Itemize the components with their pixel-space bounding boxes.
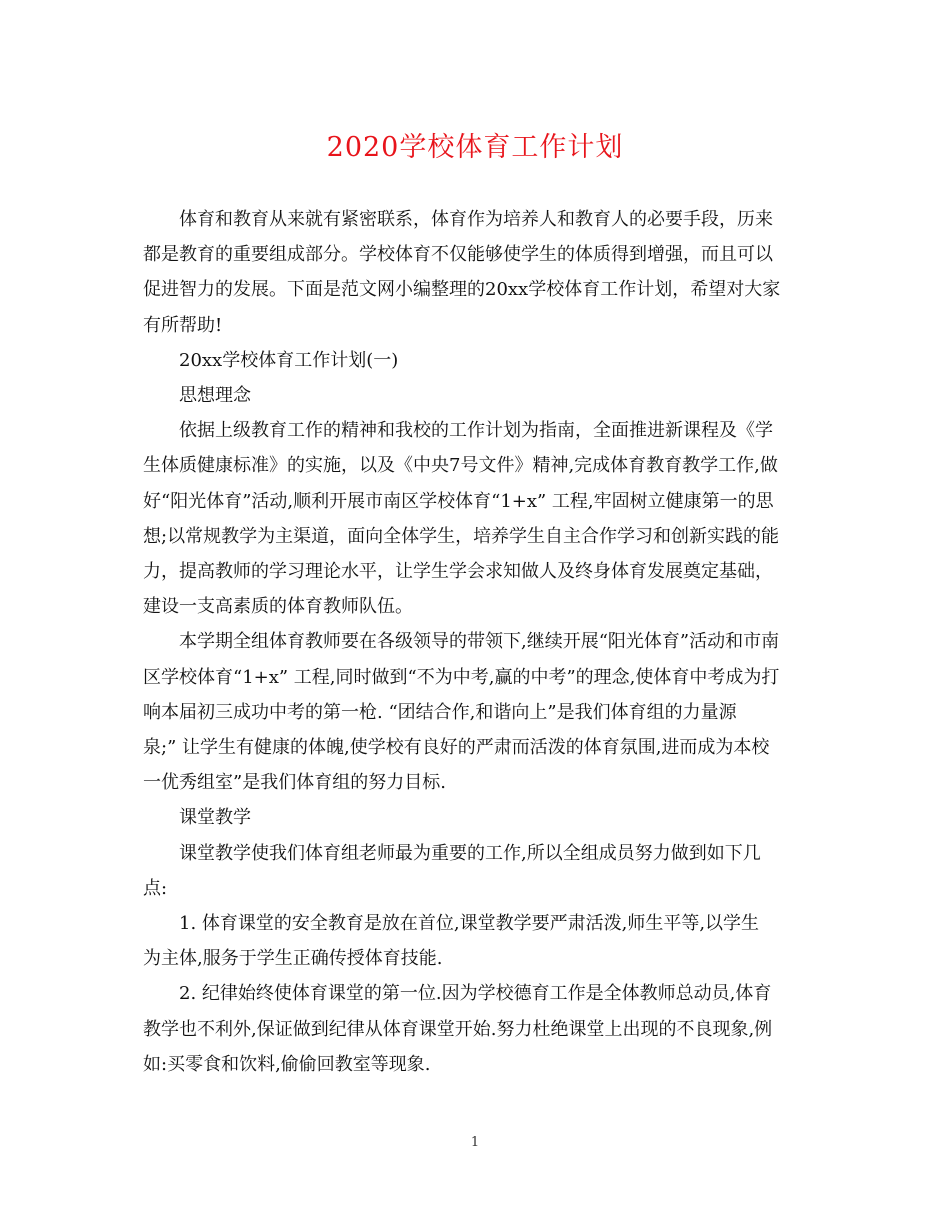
text-line: 响本届初三成功中考的第一枪. “团结合作,和谐向上”是我们体育组的力量源 — [143, 701, 737, 723]
document-body — [143, 202, 803, 1082]
text-line: 促进智力的发展。下面是范文网小编整理的20xx学校体育工作计划，希望对大家 — [143, 279, 781, 301]
text-line: 生体质健康标准》的实施，以及《中央7号文件》精神,完成体育教育教学工作,做 — [143, 455, 778, 477]
text-line: 力，提高教师的学习理论水平，让学生学会求知做人及终身体育发展奠定基础， — [143, 561, 773, 583]
text-line: 教学也不利外,保证做到纪律从体育课堂开始.努力杜绝课堂上出现的不良现象,例 — [143, 1018, 773, 1040]
text-line: 泉;” 让学生有健康的体魄,使学校有良好的严肃而活泼的体育氛围,进而成为本校 — [143, 737, 770, 759]
text-line: 体育和教育从来就有紧密联系，体育作为培养人和教育人的必要手段，历来 — [179, 209, 773, 230]
thought-paragraph — [143, 413, 803, 624]
text-line: 都是教育的重要组成部分。学校体育不仅能够使学生的体质得到增强，而且可以 — [143, 244, 773, 266]
text-line: 如:买零食和饮料,偷偷回教室等现象. — [143, 1053, 431, 1075]
text-line: 有所帮助! — [143, 314, 223, 336]
document-title: 2020学校体育工作计划 — [326, 132, 624, 163]
list-item-2 — [143, 976, 803, 1082]
text-line: 区学校体育“1+x” 工程,同时做到“不为中考,赢的中考”的理念,使体育中考成为打 — [143, 666, 780, 688]
heading-class: 课堂教学 — [179, 807, 251, 829]
page-number: 1 — [470, 1135, 480, 1150]
text-line: 依据上级教育工作的精神和我校的工作计划为指南，全面推进新课程及《学 — [179, 420, 773, 442]
semester-paragraph — [143, 624, 803, 800]
intro-paragraph — [143, 202, 803, 343]
section-title: 20xx学校体育工作计划(一) — [179, 349, 399, 371]
text-line: 点: — [143, 877, 168, 899]
text-line: 课堂教学使我们体育组老师最为重要的工作,所以全组成员努力做到如下几 — [179, 842, 761, 864]
text-line: 好“阳光体育”活动,顺利开展市南区学校体育“1+x” 工程,牢固树立健康第一的思 — [143, 490, 774, 512]
text-line: 1. 体育课堂的安全教育是放在首位,课堂教学要严肃活泼,师生平等,以学生 — [179, 913, 760, 935]
text-line: 想;以常规教学为主渠道，面向全体学生，培养学生自主合作学习和创新实践的能 — [143, 525, 780, 547]
text-line: 本学期全组体育教师要在各级领导的带领下,继续开展“阳光体育”活动和市南 — [179, 631, 780, 653]
text-line: 建设一支高素质的体育教师队伍。 — [143, 596, 413, 618]
list-item-1 — [143, 906, 803, 976]
heading-thought: 思想理念 — [179, 385, 251, 407]
text-line: 一优秀组室”是我们体育组的努力目标. — [143, 772, 446, 794]
class-paragraph — [143, 836, 803, 906]
text-line: 为主体,服务于学生正确传授体育技能. — [143, 948, 443, 970]
text-line: 2. 纪律始终使体育课堂的第一位.因为学校德育工作是全体教师总动员,体育 — [179, 983, 772, 1005]
